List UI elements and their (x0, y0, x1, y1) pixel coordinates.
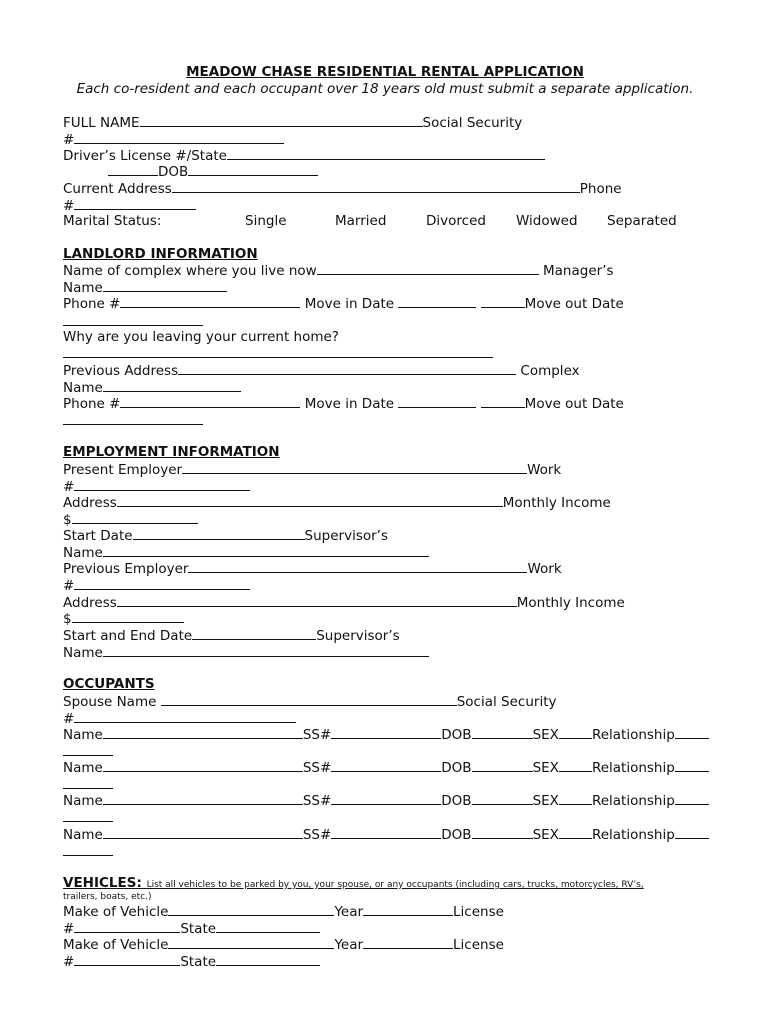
move-out-row-2 (63, 412, 203, 430)
supervisor-name-row-2 (63, 644, 429, 662)
form-subtitle: Each co-resident and each occupant over 18 years old must submit a separate application. (76, 81, 694, 97)
present-employer-label: Present Employer (63, 462, 183, 478)
landlord-phone-field-2[interactable] (120, 395, 300, 408)
landlord-phone-field[interactable] (120, 295, 300, 308)
occupant-relationship-field[interactable] (675, 726, 709, 739)
occupant-sex-label-2: SEX (532, 760, 559, 776)
monthly-income-label-2: Monthly Income (516, 595, 625, 611)
monthly-income-field[interactable] (72, 511, 198, 524)
occupant-dob-field[interactable] (472, 726, 533, 739)
occupant-name-field[interactable] (103, 726, 303, 739)
why-leaving-label: Why are you leaving your current home? (63, 329, 339, 345)
occupant-relationship-label-4: Relationship (591, 827, 675, 843)
occupant-relationship-label: Relationship (591, 727, 675, 743)
employer-address-label: Address (63, 495, 117, 511)
start-end-date-row (63, 627, 400, 645)
vehicles-heading: VEHICLES: (63, 875, 142, 891)
occupant-name-label-2: Name (63, 760, 103, 776)
move-in-label: Move in Date (304, 296, 395, 312)
dollar-label: $ (63, 512, 72, 528)
occupant-relationship-field-4[interactable] (675, 826, 709, 839)
dob-row (108, 163, 318, 181)
dollar-label-2: $ (63, 611, 72, 627)
complex-label: Complex (520, 363, 580, 379)
occupant-sex-label-3: SEX (532, 793, 559, 809)
monthly-income-row-2 (63, 610, 184, 628)
work-phone-field-2[interactable] (74, 577, 250, 590)
move-out-field-2[interactable] (63, 412, 203, 425)
why-leaving-row (63, 345, 493, 363)
vehicle-year-label-2: Year (334, 937, 364, 953)
full-name-label: FULL NAME (63, 115, 140, 131)
occupants-heading: OCCUPANTS (63, 676, 155, 692)
occupant-sex-field-4[interactable] (559, 826, 592, 839)
managers-label: Manager’s (543, 263, 614, 279)
vehicle-state-label-2: State (180, 954, 217, 970)
vehicles-note: List all vehicles to be parked by you, your spouse, or any occupants (including cars, trucks, motorcycles, RV’s, (146, 880, 644, 890)
dob-label: DOB (158, 164, 189, 180)
supervisor-name-label: Name (63, 545, 103, 561)
employer-address-row (63, 494, 611, 512)
occupant-name-label: Name (63, 727, 103, 743)
move-out-prefix-field-2[interactable] (481, 395, 525, 408)
occupant-relationship-field-cont[interactable] (63, 743, 113, 756)
vehicle-license-label: License (453, 904, 504, 920)
spouse-name-label: Spouse Name (63, 694, 157, 710)
supervisor-name-field-2[interactable] (103, 644, 429, 657)
phone-label: Phone (579, 181, 622, 197)
vehicles-note-2: trailers, boats, etc.) (63, 892, 152, 902)
supervisors-label: Supervisor’s (304, 528, 389, 544)
current-address-row (63, 180, 622, 198)
move-out-prefix-field[interactable] (481, 295, 525, 308)
complex-name-label-2: Name (63, 380, 103, 396)
vehicle-row-2 (63, 936, 504, 954)
occupant-dob-field-2[interactable] (472, 759, 533, 772)
occupant-relationship-label-2: Relationship (591, 760, 675, 776)
occupant-dob-label: DOB (441, 727, 472, 743)
employer-address-field-2[interactable] (117, 594, 517, 607)
spouse-name-row (63, 693, 556, 711)
occupant-ss-label: SS# (302, 727, 332, 743)
social-security-label: Social Security (422, 115, 523, 131)
work-label: Work (527, 462, 562, 478)
vehicle-hash-label-2: # (63, 954, 75, 970)
occupant-sex-label-4: SEX (532, 827, 559, 843)
move-in-field-2[interactable] (398, 395, 476, 408)
start-end-date-label: Start and End Date (63, 628, 193, 644)
manager-name-field[interactable] (103, 279, 227, 292)
full-name-row (63, 114, 522, 132)
complex-name-label: Name of complex where you live now (63, 263, 317, 279)
occupant-sex-field-3[interactable] (559, 792, 592, 805)
employer-address-label-2: Address (63, 595, 117, 611)
marital-option-widowed[interactable]: Widowed (516, 213, 578, 229)
dob-field[interactable] (188, 163, 318, 176)
manager-name-label: Name (63, 280, 103, 296)
vehicle-license-label-2: License (453, 937, 504, 953)
occupant-row-4 (63, 826, 709, 844)
previous-address-field[interactable] (178, 362, 516, 375)
occupant-row-1 (63, 726, 709, 744)
vehicle-state-label: State (180, 921, 217, 937)
start-date-field[interactable] (133, 527, 305, 540)
work-hash-label: # (63, 479, 75, 495)
occupant-row-4-cont (63, 843, 113, 861)
landlord-phone-row-1 (63, 295, 624, 313)
previous-employer-field[interactable] (188, 560, 527, 573)
start-end-date-field[interactable] (192, 627, 316, 640)
start-date-row (63, 527, 388, 545)
employment-heading: EMPLOYMENT INFORMATION (63, 444, 280, 460)
move-in-label-2: Move in Date (304, 396, 395, 412)
occupant-relationship-field-3-cont[interactable] (63, 809, 113, 822)
vehicles-heading-row (63, 875, 644, 891)
occupant-relationship-field-2[interactable] (675, 759, 709, 772)
occupant-relationship-field-4-cont[interactable] (63, 843, 113, 856)
landlord-phone-row-2 (63, 395, 624, 413)
occupant-name-label-4: Name (63, 827, 103, 843)
supervisor-name-label-2: Name (63, 645, 103, 661)
occupant-name-label-3: Name (63, 793, 103, 809)
occupant-dob-field-4[interactable] (472, 826, 533, 839)
landlord-phone-label-2: Phone # (63, 396, 121, 412)
occupant-dob-label-4: DOB (441, 827, 472, 843)
move-out-field[interactable] (63, 313, 203, 326)
vehicle-year-field-2[interactable] (363, 936, 453, 949)
occupant-relationship-field-3[interactable] (675, 792, 709, 805)
work-phone-field[interactable] (74, 478, 250, 491)
occupant-sex-label: SEX (532, 727, 559, 743)
occupant-ss-field-3[interactable] (331, 792, 441, 805)
vehicle-license-row-2 (63, 953, 320, 971)
vehicle-make-field[interactable] (168, 903, 334, 916)
work-phone-row-2 (63, 577, 250, 595)
occupant-relationship-label-3: Relationship (591, 793, 675, 809)
social-security-field[interactable] (74, 131, 284, 144)
occupant-dob-label-3: DOB (441, 793, 472, 809)
landlord-phone-label: Phone # (63, 296, 121, 312)
vehicle-make-label-2: Make of Vehicle (63, 937, 169, 953)
present-employer-field[interactable] (182, 461, 527, 474)
vehicle-state-field[interactable] (216, 920, 320, 933)
spouse-ss-label: Social Security (456, 694, 557, 710)
marital-option-single[interactable]: Single (245, 213, 287, 229)
phone-field[interactable] (74, 197, 196, 210)
vehicle-state-field-2[interactable] (216, 953, 320, 966)
full-name-field[interactable] (140, 114, 423, 127)
occupant-row-3 (63, 792, 709, 810)
vehicle-license-field-2[interactable] (74, 953, 180, 966)
occupant-name-field-2[interactable] (103, 759, 303, 772)
vehicle-year-label: Year (334, 904, 364, 920)
spouse-ss-field[interactable] (74, 710, 296, 723)
occupant-sex-field-2[interactable] (559, 759, 592, 772)
form-title: MEADOW CHASE RESIDENTIAL RENTAL APPLICATION (186, 64, 584, 80)
supervisor-name-field[interactable] (103, 544, 429, 557)
previous-complex-field[interactable] (103, 379, 241, 392)
move-out-label: Move out Date (524, 296, 624, 312)
vehicle-make-field-2[interactable] (168, 936, 334, 949)
vehicle-hash-label: # (63, 921, 75, 937)
current-address-field[interactable] (172, 180, 580, 193)
drivers-license-label: Driver’s License #/State (63, 148, 227, 164)
work-label-2: Work (527, 561, 562, 577)
occupant-ss-label-4: SS# (302, 827, 332, 843)
occupant-ss-field-2[interactable] (331, 759, 441, 772)
occupant-ss-field[interactable] (331, 726, 441, 739)
occupant-ss-field-4[interactable] (331, 826, 441, 839)
start-date-label: Start Date (63, 528, 133, 544)
current-address-label: Current Address (63, 181, 172, 197)
work-hash-label-2: # (63, 578, 75, 594)
landlord-heading: LANDLORD INFORMATION (63, 246, 258, 262)
supervisors-label-2: Supervisor’s (316, 628, 400, 644)
complex-name-field[interactable] (317, 262, 539, 275)
spouse-hash-label: # (63, 711, 75, 727)
occupant-dob-label-2: DOB (441, 760, 472, 776)
previous-address-row (63, 362, 580, 380)
occupant-row-3-cont (63, 809, 113, 827)
previous-employer-label: Previous Employer (63, 561, 189, 577)
monthly-income-field-2[interactable] (72, 610, 184, 623)
occupant-relationship-field-2-cont[interactable] (63, 776, 113, 789)
vehicle-license-field[interactable] (74, 920, 180, 933)
monthly-income-label: Monthly Income (502, 495, 611, 511)
occupant-ss-label-3: SS# (302, 793, 332, 809)
why-leaving-field[interactable] (63, 345, 493, 358)
occupant-row-2 (63, 759, 709, 777)
vehicle-row-1 (63, 903, 504, 921)
previous-employer-row (63, 560, 562, 578)
marital-option-separated[interactable]: Separated (607, 213, 677, 229)
occupant-ss-label-2: SS# (302, 760, 332, 776)
vehicle-make-label: Make of Vehicle (63, 904, 169, 920)
employer-address-field[interactable] (117, 494, 503, 507)
hash-label: # (63, 132, 75, 148)
drivers-license-field[interactable] (227, 147, 545, 160)
marital-option-married[interactable]: Married (335, 213, 387, 229)
occupant-name-field-3[interactable] (103, 792, 303, 805)
move-in-field[interactable] (398, 295, 476, 308)
previous-address-label: Previous Address (63, 363, 179, 379)
occupant-dob-field-3[interactable] (472, 792, 533, 805)
dob-prefix-field[interactable] (108, 163, 158, 176)
spouse-name-field[interactable] (161, 693, 457, 706)
complex-name-row (63, 262, 614, 280)
marital-option-divorced[interactable]: Divorced (426, 213, 486, 229)
occupant-name-field-4[interactable] (103, 826, 303, 839)
marital-status-label: Marital Status: (63, 213, 162, 229)
move-out-label-2: Move out Date (524, 396, 624, 412)
phone-hash-label: # (63, 198, 75, 214)
occupant-sex-field[interactable] (559, 726, 592, 739)
present-employer-row (63, 461, 561, 479)
vehicle-year-field[interactable] (363, 903, 453, 916)
